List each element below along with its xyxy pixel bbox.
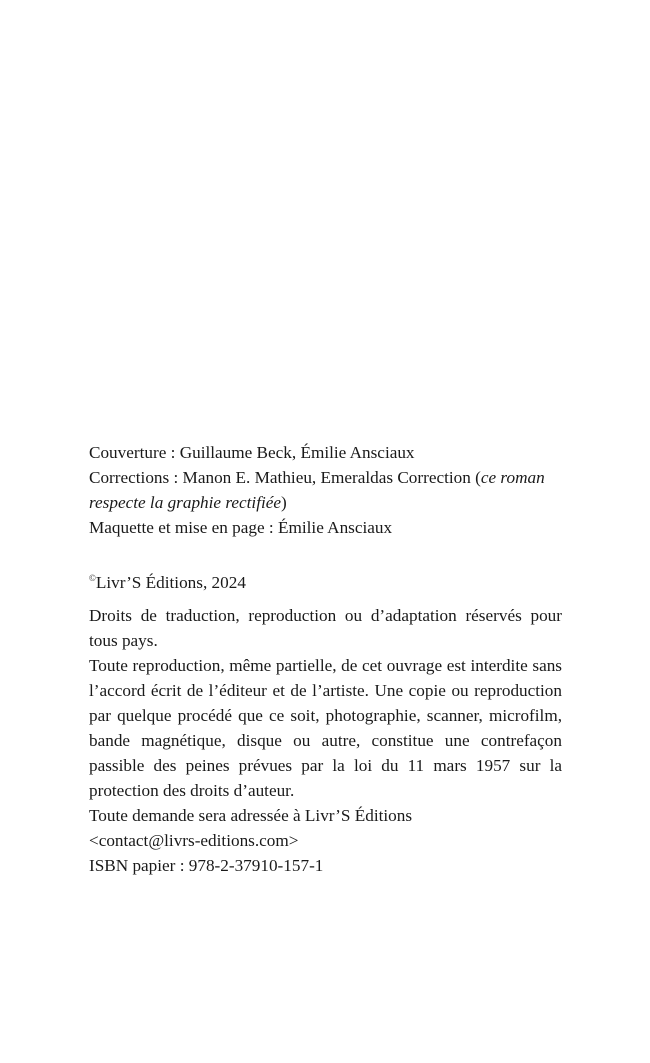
isbn-line: ISBN papier : 978-2-37910-157-1 bbox=[89, 856, 324, 875]
corrections-text: Corrections : Manon E. Mathieu, Emeraldas Correction bbox=[89, 468, 476, 487]
rights-paragraph: Droits de traduction, reproduction ou d’adaptation réservés pour tous pays. bbox=[89, 606, 562, 650]
cover-credit: Couverture : Guillaume Beck, Émilie Ansciaux bbox=[89, 443, 415, 462]
reproduction-paragraph: Toute reproduction, même partielle, de cet ouvrage est interdite sans l’accord écrit de l’éditeur et de l’artiste. Une copie ou reproduction par quelque procédé que ce soit, photographie, scanner, microfilm, bande magnétique, disque ou autre, constitue une contrefaçon passible des peines prévues par la loi du 11 mars 1957 sur la protection des droits d’auteur. bbox=[89, 656, 562, 800]
corrections-note: ce roman respecte la graphie rectifiée bbox=[89, 468, 545, 512]
contact-block bbox=[89, 803, 562, 878]
legal-notice bbox=[89, 603, 562, 803]
copyright-text: Livr’S Éditions, 2024 bbox=[95, 573, 246, 592]
copyright-symbol: © bbox=[89, 573, 96, 583]
corrections-credit: Corrections : Manon E. Mathieu, Emeraldas Correction (ce roman respecte la graphie rectifiée) bbox=[89, 468, 545, 512]
contact-email: <contact@livrs-editions.com> bbox=[89, 831, 299, 850]
contact-request: Toute demande sera adressée à Livr’S Éditions bbox=[89, 806, 413, 825]
layout-credit: Maquette et mise en page : Émilie Ansciaux bbox=[89, 518, 393, 537]
colophon bbox=[89, 440, 562, 878]
credits-block bbox=[89, 440, 562, 540]
copyright-line bbox=[89, 570, 562, 595]
